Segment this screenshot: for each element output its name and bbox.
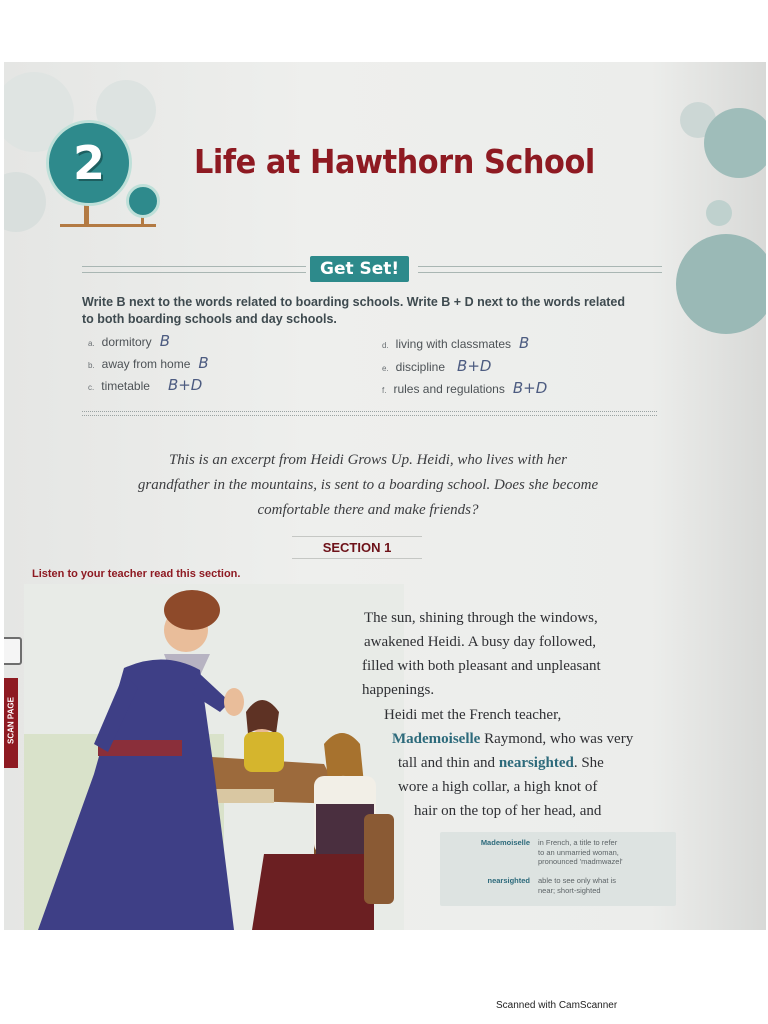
scan-page-tab [4,678,18,768]
handwritten-answer: B [159,332,170,350]
highlighted-word: Mademoiselle [392,731,481,747]
story-line-highlighted: tall and thin and nearsighted. She [398,755,604,771]
decorative-flower-circle [706,200,732,226]
story-line: The sun, shining through the windows, [364,610,598,626]
handwritten-answer: B [519,334,530,352]
exercise-item-e: e. discipline B+D [382,357,492,375]
story-line: happenings. [362,682,435,698]
handwritten-answer: B [198,354,209,372]
story-line: wore a high collar, a high knot of [398,779,598,795]
glossary-term: nearsighted [487,876,530,885]
intro-line: comfortable there and make friends? [257,502,479,518]
scan-page-label: SCAN PAGE [6,697,16,744]
side-marker-box [4,637,22,665]
highlighted-word: nearsighted [498,755,574,771]
exercise-instructions: Write B next to the words related to boarding schools. Write B + D next to the words related to both boarding schools and day schools. [82,295,626,326]
glossary-term: Mademoiselle [480,838,530,847]
intro-line: grandfather in the mountains, is sent to a boarding school. Does she become [137,477,599,493]
story-line: filled with both pleasant and unpleasant [362,658,601,674]
story-line: Heidi met the French teacher, [384,707,562,723]
handwritten-answer: B+D [167,376,203,394]
chapter-title: Life at Hawthorn School [194,142,595,181]
glossary-definition: able to see only what is near; short-sighted [538,876,616,895]
excerpt-intro [88,448,648,523]
exercise-item-f: f. rules and regulations B+D [382,379,548,397]
handwritten-answer: B+D [457,357,492,375]
exercise-item-a: a. dormitory B [88,332,170,350]
story-line: awakened Heidi. A busy day followed, [364,634,597,650]
section-divider [82,411,657,416]
chapter-number: 2 [72,136,105,190]
section-heading: SECTION 1 [292,536,422,559]
get-set-rule-right [418,266,662,273]
story-line-highlighted: Mademoiselle Raymond, who was very [392,731,634,747]
decorative-flower-circle [704,108,766,178]
intro-line: This is an excerpt from Heidi Grows Up. Heidi, who lives with her [168,452,568,468]
glossary-definition: in French, a title to refer to an unmarried woman, pronounced 'madmwazel' [538,838,623,866]
decorative-flower-circle [676,234,766,334]
scanner-watermark: Scanned with CamScanner [496,1000,618,1011]
listen-instruction: Listen to your teacher read this section. [32,568,241,580]
decorative-flower-circle [4,172,46,232]
exercise-item-b: b. away from home B [88,354,209,372]
exercise-item-d: d. living with classmates B [382,334,530,352]
exercise-item-c: c. timetable B+D [88,376,203,394]
classroom-illustration [24,584,404,930]
story-line: hair on the top of her head, and [414,803,602,819]
chapter-number-badge [46,120,132,206]
glossary-box [440,832,676,906]
textbook-page [4,62,766,930]
get-set-rule-left [82,266,306,273]
get-set-label: Get Set! [310,256,409,282]
handwritten-answer: B+D [512,379,548,397]
small-tree-icon [126,184,160,218]
